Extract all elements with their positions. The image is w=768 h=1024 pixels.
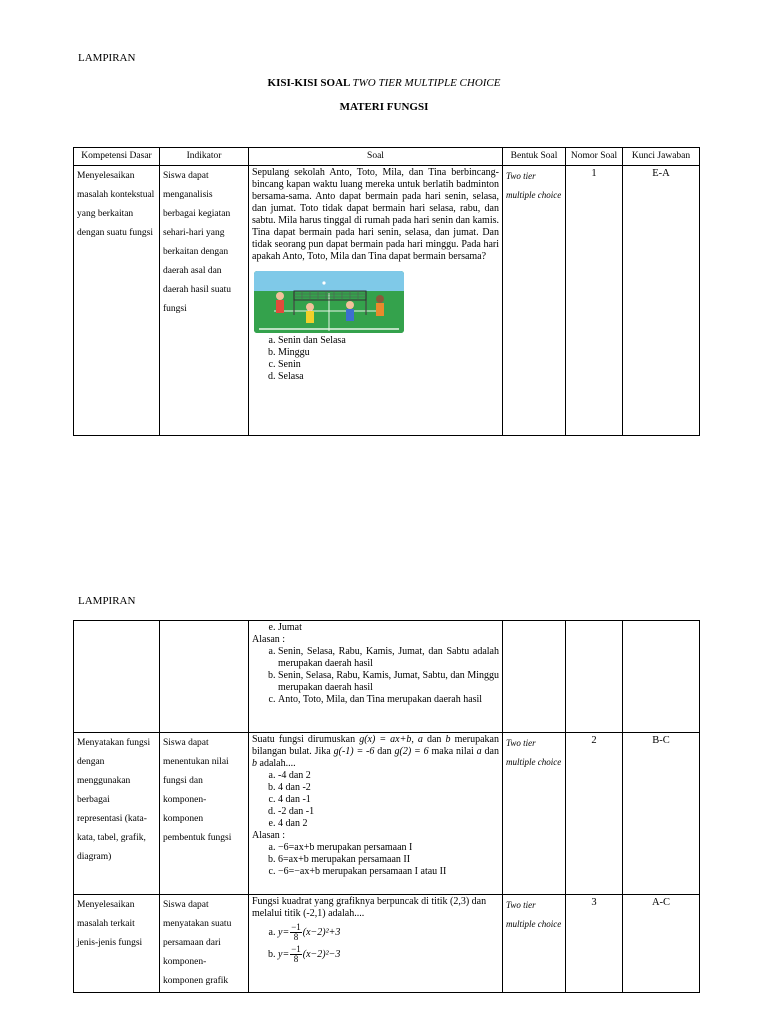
variable-a: a — [476, 746, 482, 757]
question-text-part: merupakan bilangan bulat. Jika — [252, 734, 499, 757]
table-header-row — [74, 148, 700, 166]
formula-g-2: g(2) = 6 — [394, 746, 429, 757]
cell-soal — [249, 733, 503, 895]
fraction-numerator: −1 — [291, 944, 301, 954]
option-d: d. -2 dan -1 — [278, 806, 499, 818]
option-a: a. -4 dan 2 — [278, 770, 499, 782]
answer-options — [252, 335, 499, 383]
cell-nomor-soal — [566, 621, 623, 733]
cell-kompetensi-dasar — [74, 621, 160, 733]
cell-kompetensi-dasar: Menyelesaikan masalah terkait jenis-jenis fungsi — [74, 895, 160, 993]
question-text: Fungsi kuadrat yang grafiknya berpuncak di titik (2,3) dan melalui titik (-2,1) adalah.... — [252, 896, 487, 919]
title-bold: KISI-KISI SOAL — [267, 77, 350, 89]
cell-soal — [249, 621, 503, 733]
lampiran-heading: LAMPIRAN — [78, 595, 136, 607]
cell-kunci-jawaban: B-C — [623, 733, 700, 895]
option-b — [278, 945, 499, 964]
table-row — [74, 895, 700, 993]
cell-kunci-jawaban — [623, 621, 700, 733]
lampiran-heading: LAMPIRAN — [78, 52, 136, 64]
title-italic: TWO TIER MULTIPLE CHOICE — [352, 77, 501, 89]
formula-g-x: g(x) = ax+b — [359, 734, 412, 745]
alasan-a: a. −6=ax+b merupakan persamaan I — [278, 842, 499, 854]
badminton-illustration — [254, 271, 404, 333]
header-soal: Soal — [249, 148, 503, 166]
table-row — [74, 166, 700, 436]
fraction-numerator: −1 — [291, 922, 301, 932]
answer-options — [252, 622, 499, 634]
option-b-lhs: y= — [278, 948, 290, 960]
formula-g-minus-1: g(-1) = -6 — [333, 746, 375, 757]
alasan-b: b. Senin, Selasa, Rabu, Kamis, Jumat, Sabtu, dan Minggu merupakan daerah hasil — [278, 670, 499, 694]
option-a-lhs: y= — [278, 926, 290, 938]
fraction-denominator: 8 — [293, 954, 299, 964]
kisi-kisi-table-2 — [73, 620, 700, 993]
question-text-part: dan — [481, 746, 499, 757]
header-kunci-jawaban: Kunci Jawaban — [623, 148, 700, 166]
cell-indikator — [160, 621, 249, 733]
question-text-part: , — [411, 734, 418, 745]
cell-bentuk-soal: Two tier multiple choice — [503, 895, 566, 993]
alasan-b: b. 6=ax+b merupakan persamaan II — [278, 854, 499, 866]
fraction-denominator: 8 — [293, 932, 299, 942]
cell-kunci-jawaban: A-C — [623, 895, 700, 993]
alasan-c: c. −6=−ax+b merupakan persamaan I atau II — [278, 866, 499, 878]
question-text-part: dan — [374, 746, 395, 757]
header-indikator: Indikator — [160, 148, 249, 166]
document-subtitle: MATERI FUNGSI — [339, 101, 429, 113]
header-kompetensi-dasar: Kompetensi Dasar — [74, 148, 160, 166]
option-b-fraction — [290, 945, 302, 964]
variable-a: a — [417, 734, 423, 745]
option-a: a. Senin dan Selasa — [278, 335, 499, 347]
page-2 — [0, 478, 768, 1024]
cell-bentuk-soal: Two tier multiple choice — [503, 733, 566, 895]
question-text-part: adalah.... — [257, 758, 296, 769]
option-c: c. 4 dan -1 — [278, 794, 499, 806]
table-row — [74, 733, 700, 895]
option-a-rhs: (x−2)²+3 — [302, 926, 341, 938]
question-text-part: maka nilai — [428, 746, 477, 757]
alasan-a: a. Senin, Selasa, Rabu, Kamis, Jumat, dan Sabtu adalah merupakan daerah hasil — [278, 646, 499, 670]
cell-kompetensi-dasar: Menyatakan fungsi dengan menggunakan berbagai representasi (kata-kata, tabel, grafik, diagram) — [74, 733, 160, 895]
answer-options — [252, 770, 499, 830]
option-b: b. 4 dan -2 — [278, 782, 499, 794]
option-b: b. Minggu — [278, 347, 499, 359]
cell-bentuk-soal: Two tier multiple choice — [503, 166, 566, 436]
question-text: Sepulang sekolah Anto, Toto, Mila, dan Tina berbincang-bincang kapan waktu luang mereka untuk berlatih badminton bersama-sama. Anto dapat bermain pada hari senin, selasa, dan jumat. Toto tidak dapat bermain hari selasa, rabu, dan sabtu. Mila harus tinggal di rumah pada hari senin dan kamis. Tina dapat bermain pada hari senin, selasa, dan jumat. Dan tidak seorang pun dapat bermain pada hari minggu. Pada hari apakah Anto, Toto, Mila dan Tina dapat bermain bersama? — [252, 167, 499, 262]
variable-b: b — [445, 734, 451, 745]
badminton-image — [254, 271, 404, 333]
alasan-label: Alasan : — [252, 830, 286, 841]
option-b-rhs: (x−2)²−3 — [302, 948, 341, 960]
document-title — [0, 77, 768, 89]
question-text-part: dan — [422, 734, 446, 745]
variable-b: b — [252, 758, 257, 769]
cell-nomor-soal: 1 — [566, 166, 623, 436]
option-e: e. 4 dan 2 — [278, 818, 499, 830]
alasan-options — [252, 646, 499, 706]
cell-bentuk-soal — [503, 621, 566, 733]
cell-kompetensi-dasar: Menyelesaikan masalah kontekstual yang berkaitan dengan suatu fungsi — [74, 166, 160, 436]
cell-kunci-jawaban: E-A — [623, 166, 700, 436]
alasan-options — [252, 842, 499, 878]
cell-nomor-soal: 3 — [566, 895, 623, 993]
question-text — [252, 734, 499, 770]
option-a — [278, 923, 499, 942]
table-row-continuation — [74, 621, 700, 733]
cell-nomor-soal: 2 — [566, 733, 623, 895]
option-a-fraction — [290, 923, 302, 942]
answer-options — [252, 923, 499, 964]
question-text-part: Suatu fungsi dirumuskan — [252, 734, 360, 745]
cell-indikator: Siswa dapat menentukan nilai fungsi dan komponen-komponen pembentuk fungsi — [160, 733, 249, 895]
header-nomor-soal: Nomor Soal — [566, 148, 623, 166]
cell-indikator: Siswa dapat menyatakan suatu persamaan dari komponen-komponen grafik — [160, 895, 249, 993]
cell-soal — [249, 166, 503, 436]
kisi-kisi-table-1 — [73, 147, 700, 436]
option-d: d. Selasa — [278, 371, 499, 383]
option-c: c. Senin — [278, 359, 499, 371]
cell-soal — [249, 895, 503, 993]
alasan-label: Alasan : — [252, 634, 286, 645]
alasan-c: c. Anto, Toto, Mila, dan Tina merupakan daerah hasil — [278, 694, 499, 706]
page-1 — [0, 0, 768, 478]
header-bentuk-soal: Bentuk Soal — [503, 148, 566, 166]
cell-indikator: Siswa dapat menganalisis berbagai kegiatan sehari-hari yang berkaitan dengan daerah asal dan daerah hasil suatu fungsi — [160, 166, 249, 436]
option-e: e. Jumat — [278, 622, 499, 634]
